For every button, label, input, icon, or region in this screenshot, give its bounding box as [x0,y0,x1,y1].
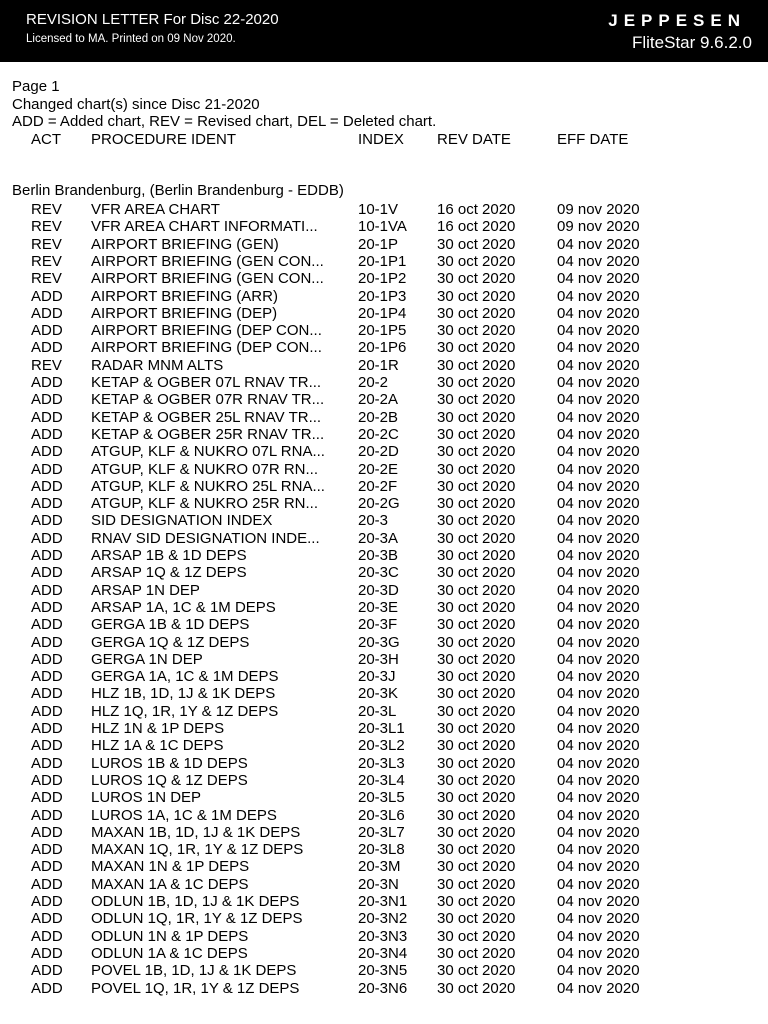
row-act: ADD [31,789,63,807]
row-procedure: POVEL 1Q, 1R, 1Y & 1Z DEPS [91,979,300,997]
table-row [0,322,768,339]
row-eff-date: 04 nov 2020 [557,477,640,495]
legend-line: ADD = Added chart, REV = Revised chart, DEL = Deleted chart. [12,113,437,130]
document-header [0,0,768,62]
row-index: 20-3N6 [358,979,408,997]
table-row [0,270,768,287]
row-rev-date: 30 oct 2020 [437,477,516,495]
row-index: 20-1P [358,235,399,253]
row-act: ADD [31,547,63,564]
row-procedure: HLZ 1N & 1P DEPS [91,720,225,737]
row-eff-date: 04 nov 2020 [557,823,640,841]
row-act: ADD [31,616,63,634]
row-index: 20-1R [358,356,399,374]
row-eff-date: 04 nov 2020 [557,633,640,651]
row-index: 20-3M [358,858,401,876]
row-act: ADD [31,339,63,357]
row-eff-date: 04 nov 2020 [557,841,640,859]
table-row [0,945,768,962]
row-rev-date: 30 oct 2020 [437,598,516,616]
table-row [0,288,768,305]
product-version: FliteStar 9.6.2.0 [631,33,752,52]
row-procedure: AIRPORT BRIEFING (GEN) [91,235,279,253]
row-procedure: ARSAP 1N DEP [91,581,200,599]
row-act: ADD [31,806,63,824]
row-procedure: RNAV SID DESIGNATION INDE... [91,529,320,547]
row-procedure: AIRPORT BRIEFING (DEP CON... [91,339,322,357]
row-index: 20-3L4 [358,771,405,789]
table-row [0,703,768,720]
row-index: 20-2B [358,408,399,426]
row-procedure: ODLUN 1Q, 1R, 1Y & 1Z DEPS [91,910,303,928]
row-act: ADD [31,685,63,703]
row-act: ADD [31,650,63,668]
row-rev-date: 30 oct 2020 [437,581,516,599]
row-eff-date: 04 nov 2020 [557,702,640,720]
row-act: ADD [31,702,63,720]
row-act: ADD [31,668,63,686]
row-rev-date: 30 oct 2020 [437,910,516,928]
row-index: 20-3L2 [358,737,405,755]
row-act: ADD [31,754,63,772]
row-rev-date: 30 oct 2020 [437,287,516,305]
row-eff-date: 04 nov 2020 [557,944,640,962]
row-rev-date: 30 oct 2020 [437,771,516,789]
row-eff-date: 04 nov 2020 [557,962,640,980]
license-line: Licensed to MA. Printed on 09 Nov 2020. [26,33,236,45]
row-eff-date: 04 nov 2020 [557,495,640,513]
row-procedure: GERGA 1N DEP [91,650,203,668]
row-rev-date: 30 oct 2020 [437,927,516,945]
row-procedure: ARSAP 1A, 1C & 1M DEPS [91,598,276,616]
table-row [0,564,768,581]
row-act: ADD [31,564,63,582]
row-rev-date: 30 oct 2020 [437,235,516,253]
row-act: ADD [31,771,63,789]
changed-since: Changed chart(s) since Disc 21-2020 [12,95,260,113]
row-procedure: LUROS 1N DEP [91,789,202,807]
row-eff-date: 04 nov 2020 [557,408,640,426]
row-act: REV [31,270,62,288]
row-procedure: LUROS 1A, 1C & 1M DEPS [91,806,277,824]
row-eff-date: 04 nov 2020 [557,581,640,599]
row-act: ADD [31,858,63,876]
row-procedure: KETAP & OGBER 07R RNAV TR... [91,391,325,409]
row-index: 20-3D [358,581,399,599]
col-eff-date: EFF DATE [557,131,629,148]
row-procedure: MAXAN 1Q, 1R, 1Y & 1Z DEPS [91,841,304,859]
row-procedure: AIRPORT BRIEFING (GEN CON... [91,270,324,288]
row-act: ADD [31,425,63,443]
table-row [0,668,768,685]
table-row [0,374,768,391]
row-rev-date: 30 oct 2020 [437,754,516,772]
table-row [0,582,768,599]
row-index: 20-2D [358,443,399,461]
row-rev-date: 30 oct 2020 [437,858,516,876]
table-row [0,720,768,737]
row-act: ADD [31,875,63,893]
row-procedure: ARSAP 1Q & 1Z DEPS [91,564,247,582]
row-eff-date: 04 nov 2020 [557,893,640,910]
row-rev-date: 30 oct 2020 [437,668,516,686]
row-procedure: POVEL 1B, 1D, 1J & 1K DEPS [91,962,297,980]
table-row [0,426,768,443]
row-rev-date: 30 oct 2020 [437,322,516,340]
row-rev-date: 30 oct 2020 [437,702,516,720]
row-act: ADD [31,391,63,409]
table-row [0,391,768,408]
table-row [0,512,768,529]
row-index: 20-2 [358,374,389,391]
row-act: ADD [31,512,63,530]
row-index: 20-3G [358,633,400,651]
row-procedure: AIRPORT BRIEFING (GEN CON... [91,252,324,270]
row-index: 20-3N4 [358,944,408,962]
row-eff-date: 04 nov 2020 [557,339,640,357]
row-index: 20-3N [358,875,399,893]
row-eff-date: 04 nov 2020 [557,425,640,443]
row-procedure: MAXAN 1A & 1C DEPS [91,875,249,893]
row-act: ADD [31,374,63,391]
row-eff-date: 04 nov 2020 [557,737,640,755]
table-row [0,807,768,824]
row-procedure: HLZ 1A & 1C DEPS [91,737,224,755]
row-rev-date: 30 oct 2020 [437,737,516,755]
row-eff-date: 04 nov 2020 [557,927,640,945]
table-row [0,841,768,858]
row-index: 20-3L8 [358,841,405,859]
row-eff-date: 04 nov 2020 [557,443,640,461]
row-act: ADD [31,477,63,495]
col-index: INDEX [358,131,404,148]
row-procedure: AIRPORT BRIEFING (DEP CON... [91,322,322,340]
table-row [0,685,768,702]
table-row [0,305,768,322]
row-index: 20-3L5 [358,789,405,807]
row-rev-date: 30 oct 2020 [437,823,516,841]
row-rev-date: 30 oct 2020 [437,633,516,651]
row-index: 20-3N5 [358,962,408,980]
row-act: ADD [31,529,63,547]
row-act: ADD [31,823,63,841]
row-act: ADD [31,737,63,755]
table-row [0,910,768,927]
row-eff-date: 04 nov 2020 [557,650,640,668]
table-row [0,478,768,495]
row-index: 20-3B [358,547,399,564]
row-eff-date: 04 nov 2020 [557,356,640,374]
row-rev-date: 30 oct 2020 [437,720,516,737]
row-index: 10-1V [358,201,399,218]
row-index: 20-2A [358,391,399,409]
table-row [0,409,768,426]
row-rev-date: 30 oct 2020 [437,512,516,530]
row-index: 20-3L1 [358,720,405,737]
row-act: ADD [31,962,63,980]
row-act: ADD [31,944,63,962]
row-eff-date: 04 nov 2020 [557,875,640,893]
row-eff-date: 04 nov 2020 [557,789,640,807]
table-row [0,547,768,564]
row-index: 20-2G [358,495,400,513]
row-procedure: GERGA 1Q & 1Z DEPS [91,633,250,651]
row-rev-date: 30 oct 2020 [437,616,516,634]
row-procedure: AIRPORT BRIEFING (ARR) [91,287,278,305]
row-index: 20-3H [358,650,399,668]
table-row [0,443,768,460]
row-act: ADD [31,443,63,461]
row-index: 20-3J [358,668,396,686]
row-procedure: VFR AREA CHART INFORMATI... [91,218,318,236]
row-index: 20-3A [358,529,399,547]
row-index: 20-2E [358,460,399,478]
row-eff-date: 04 nov 2020 [557,598,640,616]
row-procedure: KETAP & OGBER 25L RNAV TR... [91,408,322,426]
row-rev-date: 30 oct 2020 [437,841,516,859]
row-eff-date: 04 nov 2020 [557,287,640,305]
row-eff-date: 04 nov 2020 [557,235,640,253]
table-row [0,599,768,616]
row-rev-date: 30 oct 2020 [437,460,516,478]
row-eff-date: 04 nov 2020 [557,322,640,340]
row-act: ADD [31,893,63,910]
table-row [0,893,768,910]
row-procedure: SID DESIGNATION INDEX [91,512,273,530]
airport-heading: Berlin Brandenburg, (Berlin Brandenburg - EDDB) [12,182,344,199]
revision-letter-title: REVISION LETTER For Disc 22-2020 [26,11,279,28]
row-index: 20-3N1 [358,893,408,910]
row-rev-date: 16 oct 2020 [437,201,516,218]
row-eff-date: 09 nov 2020 [557,201,640,218]
row-procedure: RADAR MNM ALTS [91,356,224,374]
table-row [0,495,768,512]
col-rev-date: REV DATE [437,131,511,148]
row-eff-date: 04 nov 2020 [557,685,640,703]
row-rev-date: 30 oct 2020 [437,425,516,443]
row-act: REV [31,356,62,374]
row-eff-date: 04 nov 2020 [557,252,640,270]
row-act: ADD [31,979,63,997]
row-act: REV [31,201,62,218]
row-procedure: GERGA 1A, 1C & 1M DEPS [91,668,279,686]
row-act: ADD [31,495,63,513]
row-eff-date: 04 nov 2020 [557,270,640,288]
row-eff-date: 04 nov 2020 [557,979,640,997]
row-act: ADD [31,598,63,616]
row-eff-date: 04 nov 2020 [557,858,640,876]
row-index: 20-2C [358,425,399,443]
row-procedure: KETAP & OGBER 25R RNAV TR... [91,425,325,443]
row-act: ADD [31,841,63,859]
row-procedure: HLZ 1Q, 1R, 1Y & 1Z DEPS [91,702,279,720]
row-eff-date: 04 nov 2020 [557,460,640,478]
row-procedure: ATGUP, KLF & NUKRO 25L RNA... [91,477,325,495]
row-procedure: LUROS 1B & 1D DEPS [91,754,248,772]
row-rev-date: 30 oct 2020 [437,650,516,668]
row-index: 20-3 [358,512,389,530]
row-index: 20-3K [358,685,399,703]
row-act: ADD [31,910,63,928]
row-rev-date: 30 oct 2020 [437,356,516,374]
table-row [0,530,768,547]
table-row [0,218,768,235]
row-index: 20-3N3 [358,927,408,945]
row-rev-date: 30 oct 2020 [437,529,516,547]
row-rev-date: 30 oct 2020 [437,270,516,288]
row-rev-date: 30 oct 2020 [437,806,516,824]
col-act: ACT [31,131,61,148]
row-procedure: ATGUP, KLF & NUKRO 07L RNA... [91,443,325,461]
row-procedure: LUROS 1Q & 1Z DEPS [91,771,248,789]
row-procedure: MAXAN 1B, 1D, 1J & 1K DEPS [91,823,301,841]
row-procedure: ODLUN 1A & 1C DEPS [91,944,248,962]
table-row [0,737,768,754]
row-act: ADD [31,633,63,651]
row-eff-date: 04 nov 2020 [557,391,640,409]
table-row [0,651,768,668]
row-procedure: GERGA 1B & 1D DEPS [91,616,250,634]
row-index: 20-1P2 [358,270,407,288]
row-procedure: ODLUN 1B, 1D, 1J & 1K DEPS [91,893,300,910]
row-procedure: ODLUN 1N & 1P DEPS [91,927,249,945]
row-rev-date: 30 oct 2020 [437,685,516,703]
row-index: 20-1P1 [358,252,407,270]
row-index: 20-3F [358,616,398,634]
table-row [0,876,768,893]
table-row [0,772,768,789]
row-eff-date: 04 nov 2020 [557,304,640,322]
row-rev-date: 30 oct 2020 [437,304,516,322]
row-procedure: KETAP & OGBER 07L RNAV TR... [91,374,322,391]
row-eff-date: 04 nov 2020 [557,668,640,686]
table-row [0,980,768,997]
row-act: ADD [31,304,63,322]
row-procedure: HLZ 1B, 1D, 1J & 1K DEPS [91,685,276,703]
row-index: 20-1P6 [358,339,407,357]
row-eff-date: 09 nov 2020 [557,218,640,236]
row-index: 20-3L6 [358,806,405,824]
table-row [0,928,768,945]
row-eff-date: 04 nov 2020 [557,616,640,634]
row-act: ADD [31,408,63,426]
column-headers [0,131,768,148]
row-rev-date: 30 oct 2020 [437,979,516,997]
table-row [0,962,768,979]
row-procedure: VFR AREA CHART [91,201,220,218]
col-procedure: PROCEDURE IDENT [91,131,237,148]
row-index: 10-1VA [358,218,407,236]
row-act: ADD [31,581,63,599]
row-rev-date: 16 oct 2020 [437,218,516,236]
row-rev-date: 30 oct 2020 [437,564,516,582]
row-index: 20-1P3 [358,287,407,305]
table-row [0,616,768,633]
table-row [0,858,768,875]
row-act: ADD [31,720,63,737]
page-number: Page 1 [12,78,60,95]
row-act: ADD [31,322,63,340]
row-act: ADD [31,287,63,305]
row-rev-date: 30 oct 2020 [437,547,516,564]
row-eff-date: 04 nov 2020 [557,754,640,772]
row-procedure: MAXAN 1N & 1P DEPS [91,858,250,876]
row-index: 20-3L [358,702,397,720]
row-rev-date: 30 oct 2020 [437,408,516,426]
row-rev-date: 30 oct 2020 [437,391,516,409]
table-row [0,236,768,253]
table-row [0,201,768,218]
row-act: ADD [31,927,63,945]
table-row [0,253,768,270]
row-rev-date: 30 oct 2020 [437,495,516,513]
table-row [0,357,768,374]
row-index: 20-1P5 [358,322,407,340]
table-row [0,755,768,772]
row-rev-date: 30 oct 2020 [437,339,516,357]
row-index: 20-1P4 [358,304,407,322]
row-rev-date: 30 oct 2020 [437,875,516,893]
table-row [0,461,768,478]
table-row [0,789,768,806]
row-eff-date: 04 nov 2020 [557,564,640,582]
row-procedure: AIRPORT BRIEFING (DEP) [91,304,278,322]
row-act: REV [31,235,62,253]
row-rev-date: 30 oct 2020 [437,252,516,270]
row-act: REV [31,218,62,236]
row-eff-date: 04 nov 2020 [557,374,640,391]
row-eff-date: 04 nov 2020 [557,547,640,564]
row-eff-date: 04 nov 2020 [557,910,640,928]
row-rev-date: 30 oct 2020 [437,374,516,391]
row-rev-date: 30 oct 2020 [437,443,516,461]
intro-block [12,78,436,131]
table-row [0,634,768,651]
row-rev-date: 30 oct 2020 [437,944,516,962]
brand-logo: JEPPESEN [608,11,746,30]
row-procedure: ARSAP 1B & 1D DEPS [91,547,247,564]
row-procedure: ATGUP, KLF & NUKRO 25R RN... [91,495,318,513]
row-index: 20-3E [358,598,399,616]
table-row [0,824,768,841]
row-rev-date: 30 oct 2020 [437,789,516,807]
row-eff-date: 04 nov 2020 [557,771,640,789]
row-rev-date: 30 oct 2020 [437,962,516,980]
row-index: 20-3L3 [358,754,405,772]
row-act: ADD [31,460,63,478]
row-eff-date: 04 nov 2020 [557,512,640,530]
row-procedure: ATGUP, KLF & NUKRO 07R RN... [91,460,318,478]
table-row [0,339,768,356]
row-index: 20-3N2 [358,910,408,928]
row-rev-date: 30 oct 2020 [437,893,516,910]
row-index: 20-3C [358,564,399,582]
row-eff-date: 04 nov 2020 [557,529,640,547]
row-index: 20-2F [358,477,398,495]
row-index: 20-3L7 [358,823,405,841]
row-eff-date: 04 nov 2020 [557,806,640,824]
row-act: REV [31,252,62,270]
row-eff-date: 04 nov 2020 [557,720,640,737]
